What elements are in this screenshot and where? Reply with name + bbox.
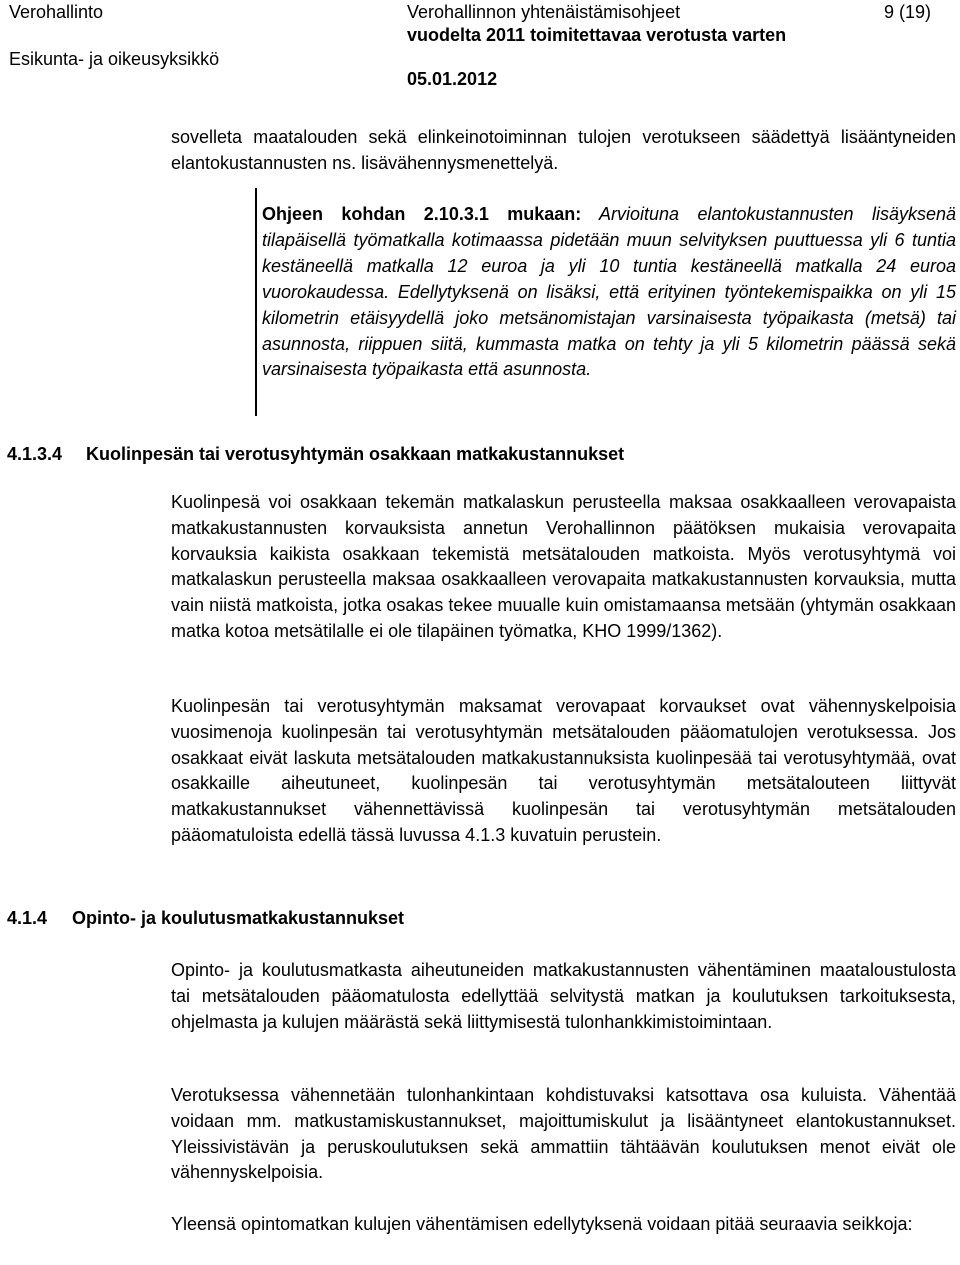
header-date: 05.01.2012 — [407, 69, 498, 89]
section-4134-paragraph-1: Kuolinpesä voi osakkaan tekemän matkalaskun perusteella maksaa osakkaalleen verovapaista matkakustannusten korvauksista annetun Verohallinnon päätöksen mukaisia verovapaita korvauksia kaikista osakkaan tekemistä metsätalouden matkoista. Myös verotusyhtymä voi matkalaskun perusteella maksaa osakkaalleen verovapaita matkakustannusten korvauksia, mutta vain niistä matkoista, jotka osakas tekee muualle kuin omistamaansa metsään (yhtymän osakkaan matka kotoa metsätilalle ei ole tilapäinen työmatka, KHO 1999/1362). — [171, 492, 956, 641]
quote-lead: Ohjeen kohdan 2.10.3.1 mukaan: — [262, 204, 582, 224]
quote-part-1: Arvioituna elantokustannusten lisäyksenä tilapäisellä työmatkalla kotimaassa pidetään muun selvityksen puuttuessa yli 6 tuntia kestäneellä matkalla 12 euroa ja yli 10 tuntia kestäneellä matkalla 24 euroa vuorokaudessa. — [262, 204, 956, 302]
section-heading-414 — [7, 907, 404, 929]
section-414-paragraph-3: Yleensä opintomatkan kulujen vähentämisen edellytyksenä voidaan pitää seuraavia seikkoja: — [171, 1214, 913, 1234]
section-number: 4.1.3.4 — [7, 444, 63, 464]
header-doc-subtitle: vuodelta 2011 toimitettavaa verotusta varten — [407, 25, 787, 45]
header-doc-title: Verohallinnon yhtenäistämisohjeet — [407, 2, 681, 22]
intro-paragraph: sovelleta maatalouden sekä elinkeinotoiminnan tulojen verotukseen säädettyä lisääntyneiden elantokustannusten ns. lisävähennysmenettelyä. — [171, 127, 956, 173]
page-header — [0, 0, 960, 95]
section-414-paragraph-1: Opinto- ja koulutusmatkasta aiheutuneiden matkakustannusten vähentäminen maataloustulosta tai metsätalouden pääomatulosta edellyttää selvitystä matkan ja koulutuksen tarkoituksesta, ohjelmasta ja kulujen määrästä sekä liittymisestä tulonhankkimistoimintaan. — [171, 960, 956, 1032]
section-414-paragraph-2: Verotuksessa vähennetään tulonhankintaan kohdistuvaksi katsottava osa kuluista. Vähentää voidaan mm. matkustamiskustannukset, majoittumiskulut ja lisääntyneet elantokustannukset. Yleissivistävän ja peruskoulutuksen sekä ammattiin tähtäävän koulutuksen menot eivät ole vähennyskelpoisia. — [171, 1085, 956, 1183]
section-4134-paragraph-2: Kuolinpesän tai verotusyhtymän maksamat verovapaat korvaukset ovat vähennyskelpoisia vuosimenoja kuolinpesän tai verotusyhtymän metsätalouden pääomatulojen verotuksessa. Jos osakkaat eivät laskuta metsätalouden matkakustannuksista kuolinpesää tai verotusyhtymää, ovat osakkaille aiheutuneet, kuolinpesän tai verotusyhtymän metsätalouteen liittyvät matkakustannukset vähennettävissä kuolinpesän tai verotusyhtymän metsätalouden pääomatuloista edellä tässä luvussa 4.1.3 kuvatuin perustein. — [171, 696, 956, 845]
section-heading-4134 — [7, 443, 624, 465]
header-unit: Esikunta- ja oikeusyksikkö — [9, 49, 220, 69]
header-org: Verohallinto — [9, 2, 104, 22]
section-number: 4.1.4 — [7, 908, 48, 928]
section-title: Kuolinpesän tai verotusyhtymän osakkaan matkakustannukset — [86, 444, 625, 464]
quote-bar — [255, 188, 257, 416]
quote-part-2: Edellytyksenä on lisäksi, että erityinen työntekemispaikka on yli 15 kilometrin etäisyydellä joko metsänomistajan varsinaisesta työpaikasta (metsä) tai asunnosta, riippuen siitä, kummasta matka on tehty ja yli 5 kilometrin päässä sekä varsinaisesta työpaikasta että asunnosta. — [262, 281, 956, 380]
header-page-number: 9 (19) — [884, 2, 932, 22]
quote-block — [262, 202, 956, 383]
section-title: Opinto- ja koulutusmatkakustannukset — [72, 908, 405, 928]
